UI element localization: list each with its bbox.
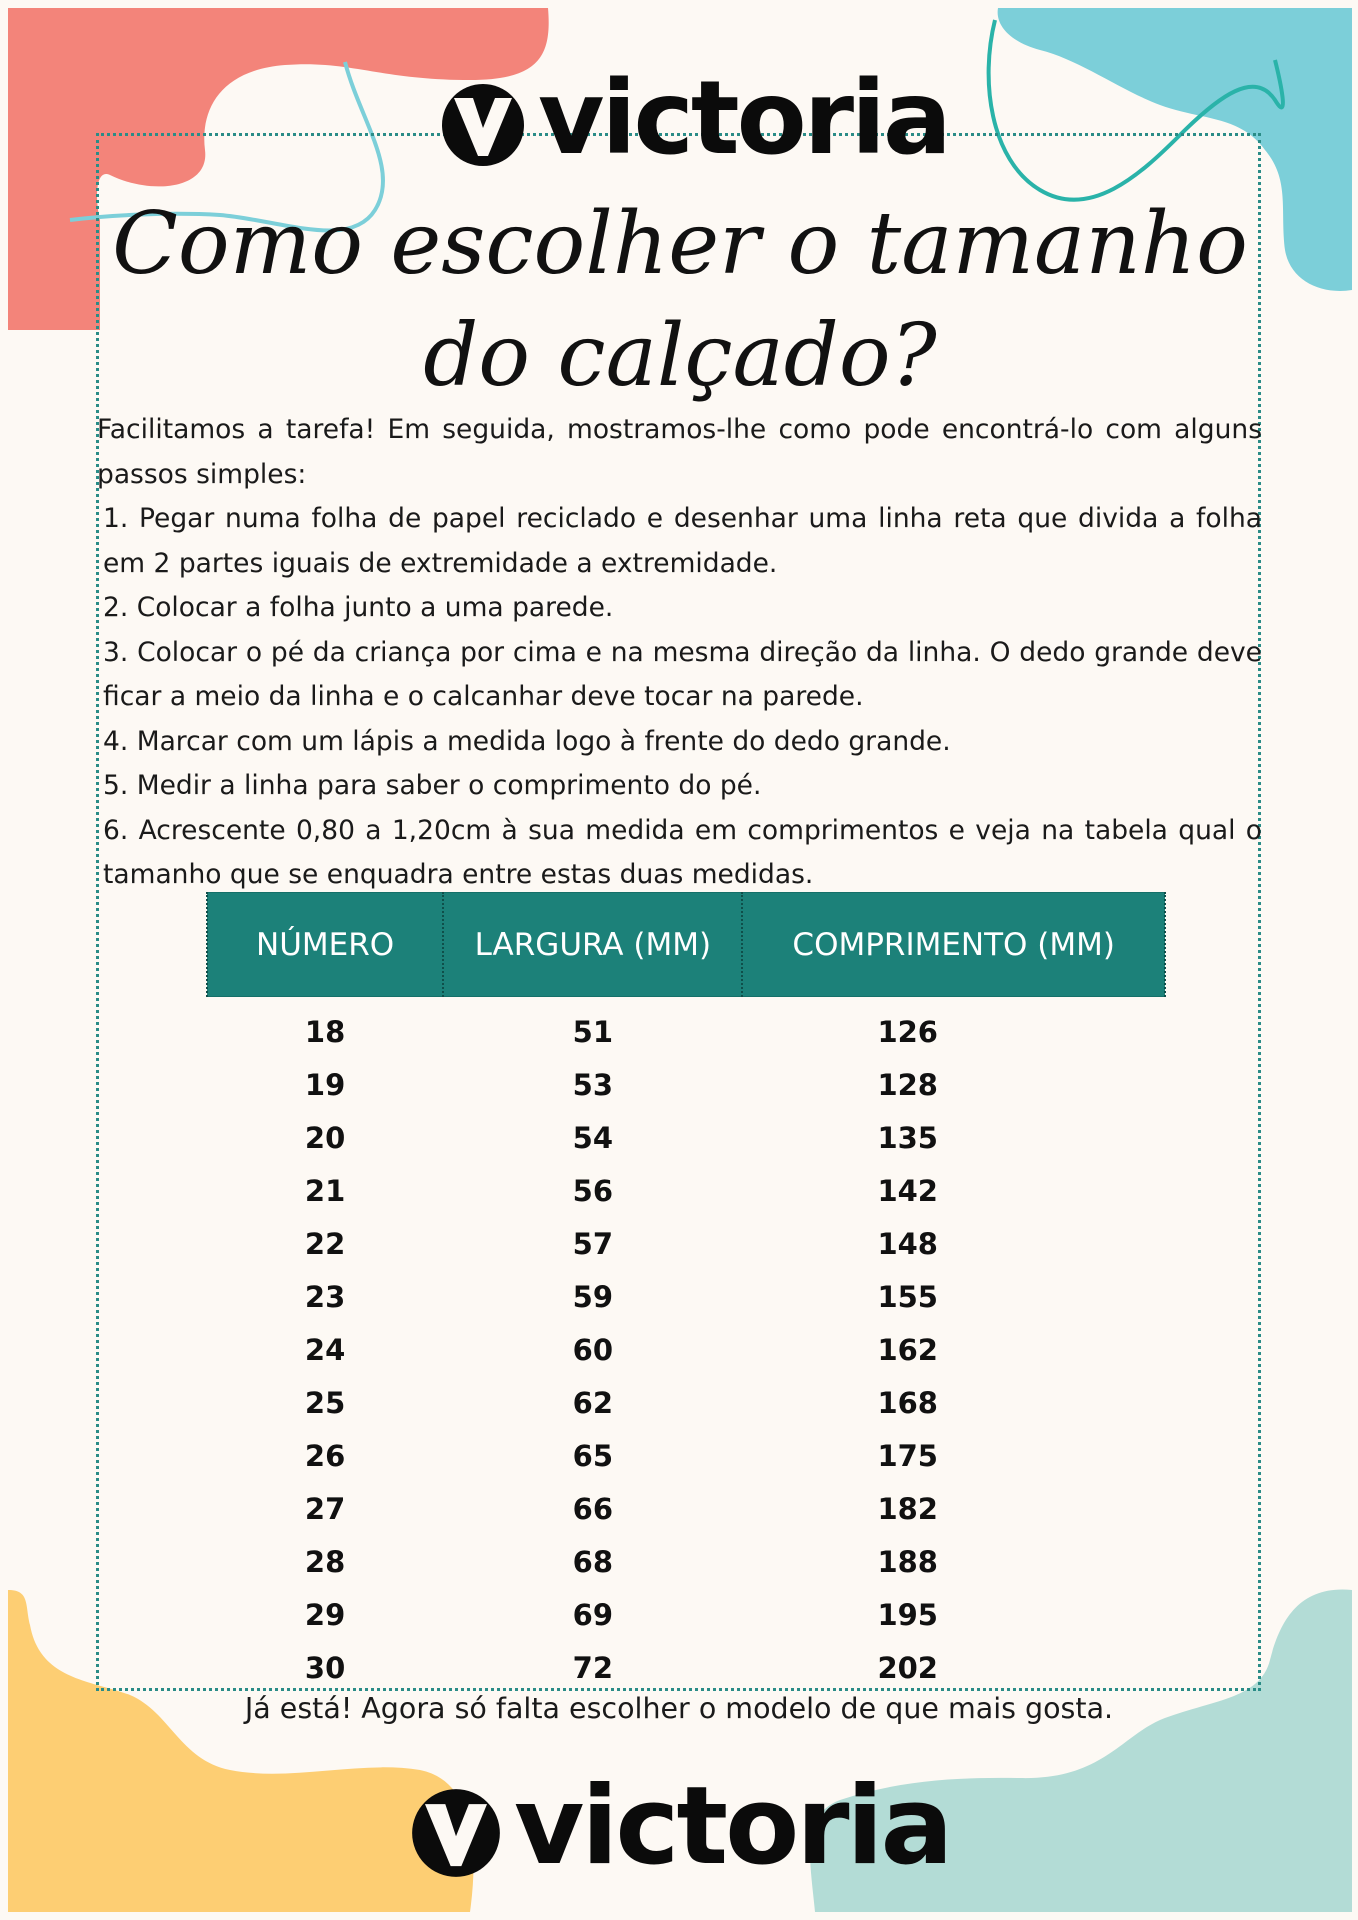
table-row [207, 1164, 1165, 1217]
table-row [207, 1058, 1165, 1111]
cell-largura: 57 [572, 1226, 613, 1261]
cell-largura: 62 [572, 1385, 613, 1420]
cell-largura: 54 [572, 1120, 613, 1155]
table-row [207, 1270, 1165, 1323]
cell-numero: 26 [304, 1438, 346, 1473]
table-row [207, 1641, 1165, 1694]
title-line-2: do calçado? [423, 306, 937, 406]
cell-comprimento: 195 [877, 1597, 938, 1632]
cell-numero: 27 [304, 1491, 346, 1526]
cell-numero: 25 [304, 1385, 346, 1420]
table-row [207, 1429, 1165, 1482]
cell-numero: 29 [304, 1597, 346, 1632]
header-comprimento: COMPRIMENTO (MM) [742, 893, 1165, 997]
cell-numero: 18 [304, 1014, 346, 1049]
cell-comprimento: 188 [877, 1544, 938, 1579]
cell-comprimento: 148 [877, 1226, 938, 1261]
cell-numero: 20 [304, 1120, 346, 1155]
table-row [207, 1482, 1165, 1535]
cell-largura: 68 [572, 1544, 613, 1579]
cell-comprimento: 155 [877, 1279, 938, 1314]
header-numero: NÚMERO [207, 893, 443, 997]
cell-comprimento: 142 [877, 1173, 938, 1208]
cell-numero: 22 [304, 1226, 346, 1261]
victoria-v-logo-icon [440, 82, 526, 168]
cell-comprimento: 126 [877, 1014, 938, 1049]
brand-wordmark: victoria [538, 59, 949, 178]
cell-comprimento: 128 [877, 1067, 938, 1102]
table-row [207, 1535, 1165, 1588]
cell-numero: 21 [304, 1173, 346, 1208]
cell-comprimento: 168 [877, 1385, 938, 1420]
instruction-step: 1. Pegar numa folha de papel reciclado e desenhar uma linha reta que divida a folha em 2 partes iguais de extremidade a extremidade. [103, 503, 1262, 579]
size-table-header-row [207, 893, 1165, 997]
cell-largura: 72 [572, 1650, 613, 1685]
instruction-step: 3. Colocar o pé da criança por cima e na mesma direção da linha. O dedo grande deve ficar a meio da linha e o calcanhar deve tocar na parede. [103, 636, 1262, 712]
cell-numero: 23 [304, 1279, 346, 1314]
size-table [206, 892, 1166, 1694]
cell-largura: 53 [572, 1067, 613, 1102]
table-row [207, 1376, 1165, 1429]
table-row [207, 1323, 1165, 1376]
victoria-v-logo-icon [410, 1787, 502, 1879]
instructions-block [97, 408, 1262, 898]
cell-largura: 59 [572, 1279, 613, 1314]
cell-largura: 51 [572, 1014, 613, 1049]
cell-largura: 60 [572, 1332, 613, 1367]
cell-largura: 65 [572, 1438, 613, 1473]
brand-wordmark: victoria [514, 1763, 951, 1889]
cell-numero: 19 [304, 1067, 346, 1102]
table-row [207, 997, 1165, 1059]
cell-comprimento: 202 [877, 1650, 938, 1685]
brand-logo-top [440, 59, 949, 180]
table-row [207, 1217, 1165, 1270]
cell-largura: 69 [572, 1597, 613, 1632]
cell-numero: 30 [304, 1650, 346, 1685]
header-largura: LARGURA (MM) [443, 893, 742, 997]
instruction-step: 2. Colocar a folha junto a uma parede. [103, 592, 614, 623]
cell-numero: 24 [304, 1332, 346, 1367]
cell-comprimento: 162 [877, 1332, 938, 1367]
closing-message: Já está! Agora só falta escolher o modelo de que mais gosta. [244, 1692, 1114, 1725]
instruction-step: 4. Marcar com um lápis a medida logo à frente do dedo grande. [103, 725, 951, 757]
cell-largura: 66 [572, 1491, 613, 1526]
title-line-1: Como escolher o tamanho [112, 194, 1248, 294]
intro-lead: Facilitamos a tarefa! Em seguida, mostramos-lhe como pode encontrá-lo com alguns passos simples: [97, 414, 1262, 490]
page-title [100, 188, 1260, 412]
instruction-step: 5. Medir a linha para saber o comprimento do pé. [103, 770, 762, 801]
brand-logo-bottom [410, 1763, 951, 1890]
cell-numero: 28 [304, 1544, 346, 1579]
table-row [207, 1111, 1165, 1164]
cell-comprimento: 182 [877, 1491, 938, 1526]
instruction-step: 6. Acrescente 0,80 a 1,20cm à sua medida em comprimentos e veja na tabela qual o tamanho que se enquadra entre estas duas medidas. [103, 814, 1262, 890]
table-row [207, 1588, 1165, 1641]
cell-comprimento: 175 [877, 1438, 938, 1473]
cell-largura: 56 [572, 1173, 613, 1208]
cell-comprimento: 135 [877, 1120, 938, 1155]
